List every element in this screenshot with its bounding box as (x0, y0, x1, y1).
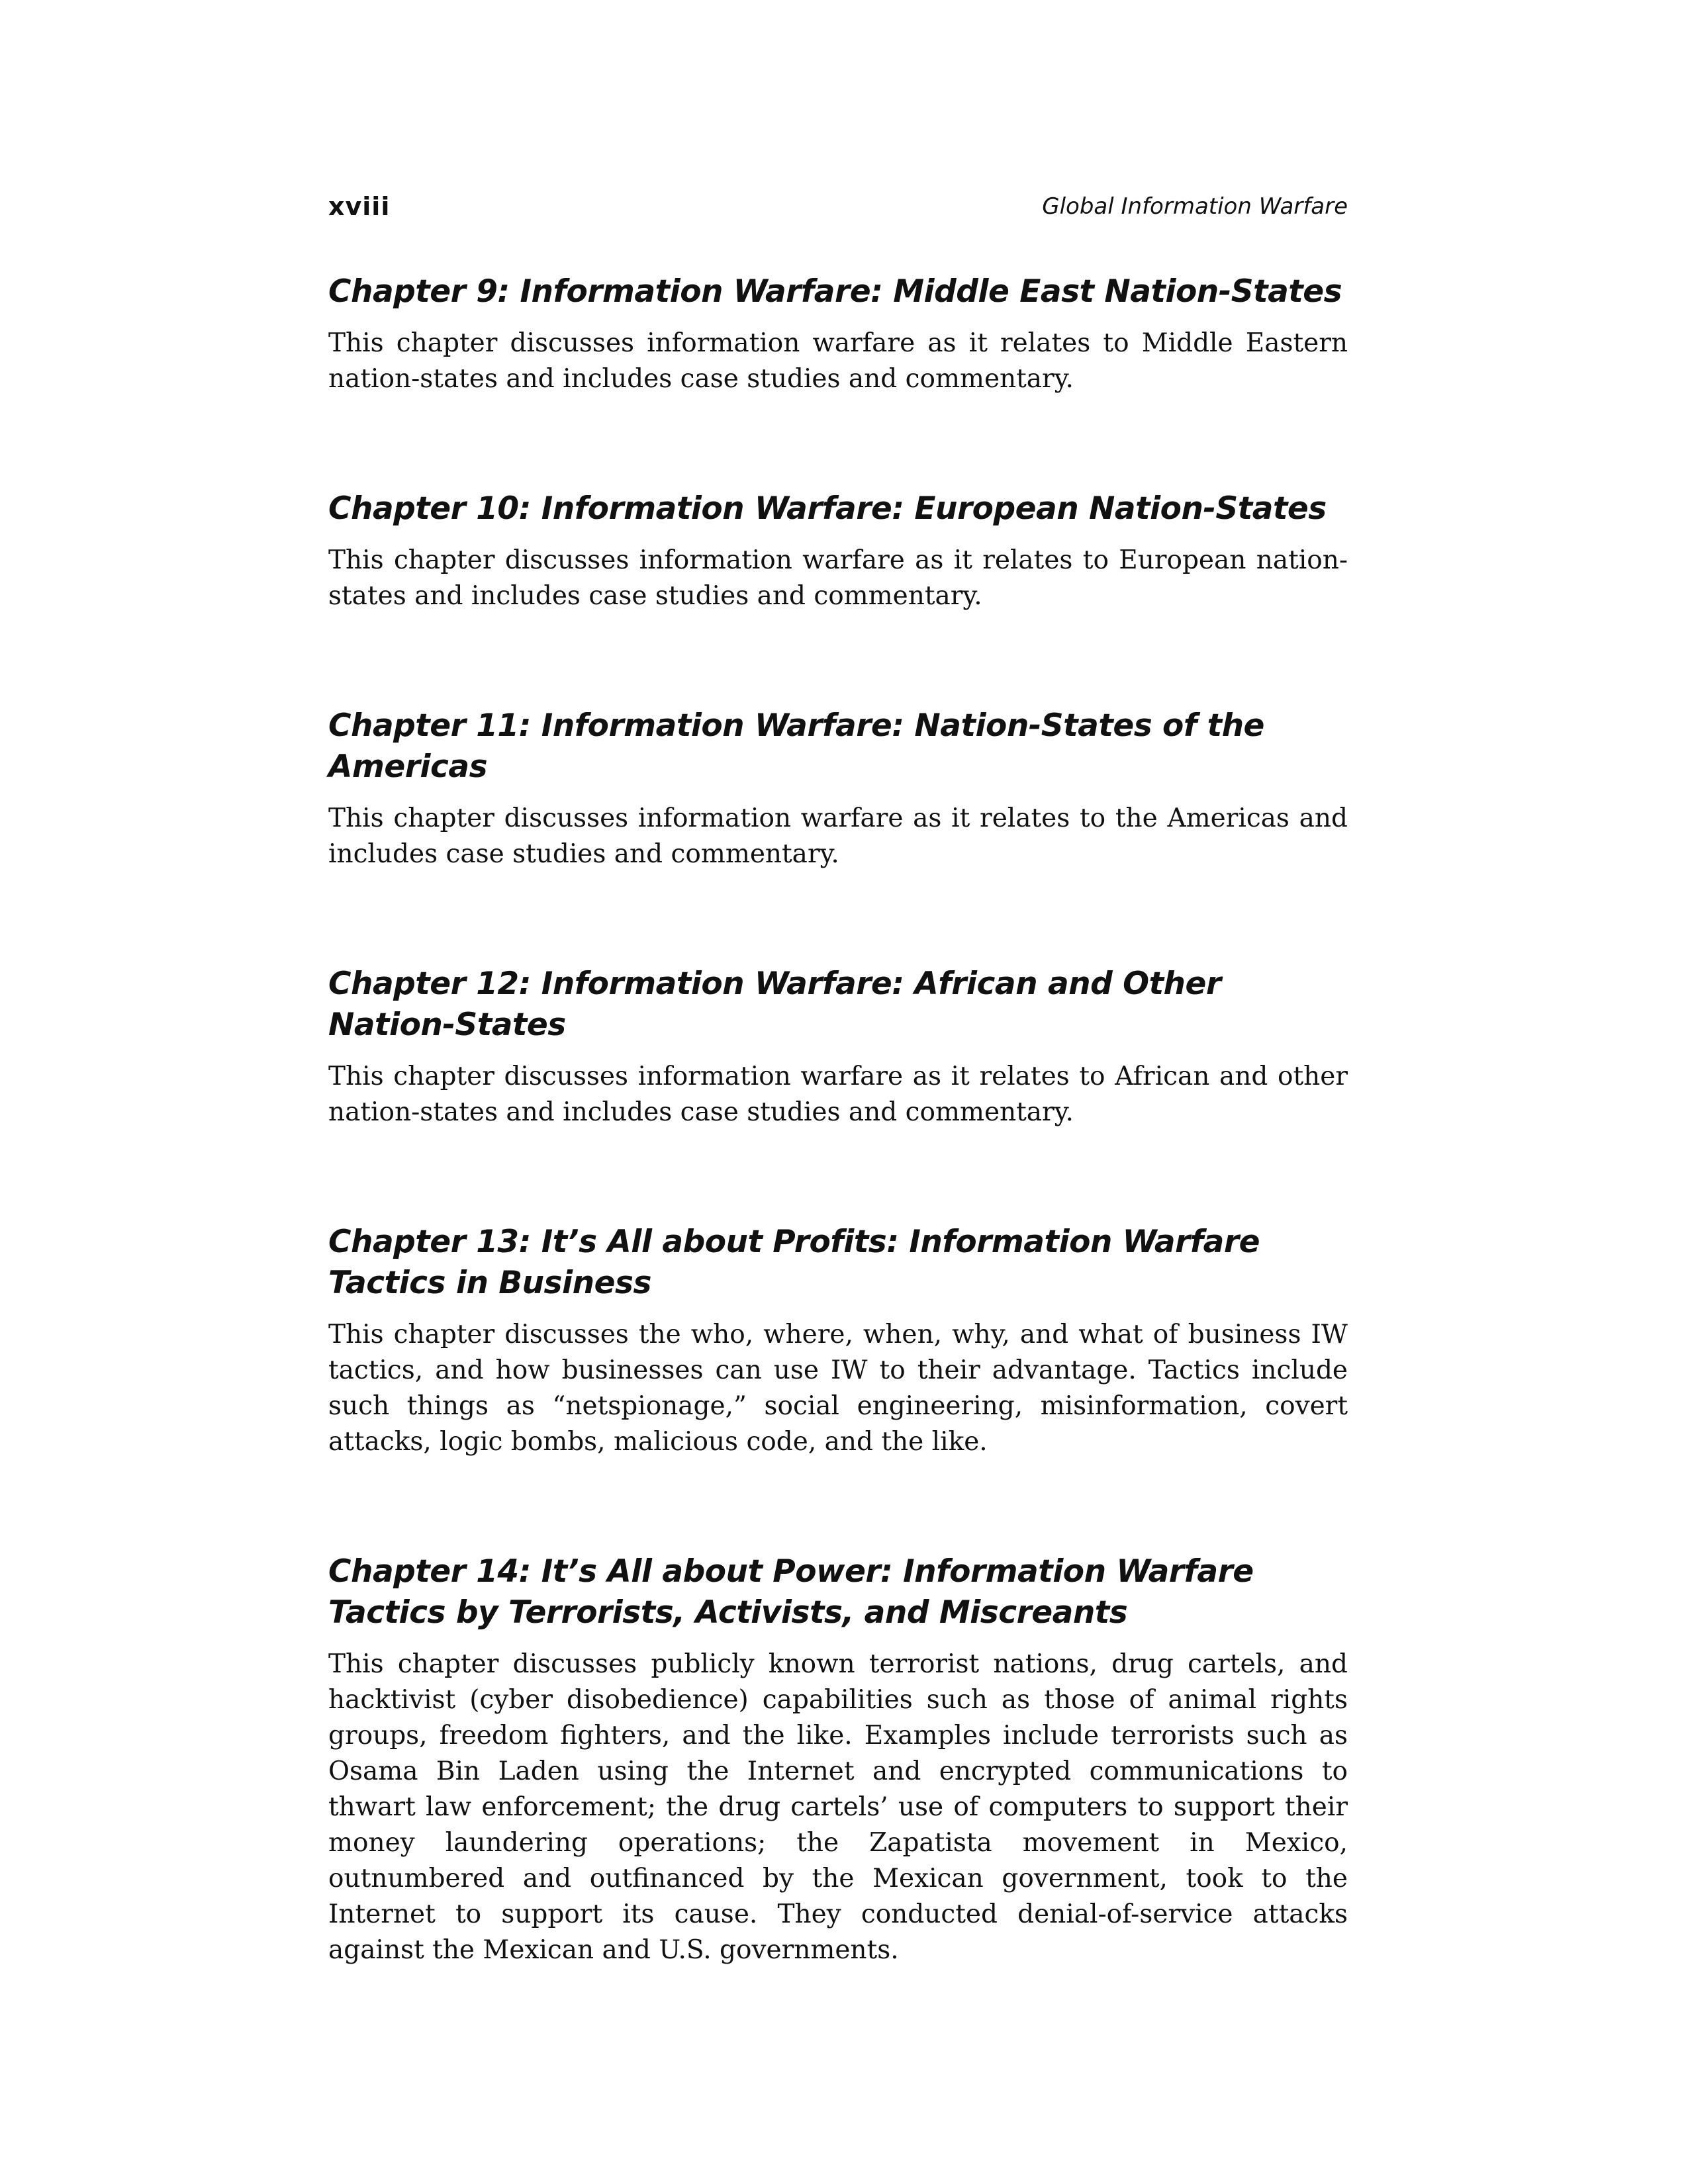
chapter-14-entry (328, 1551, 1348, 1968)
running-head (328, 192, 1348, 232)
chapter-12-entry (328, 964, 1348, 1130)
page-number: xviii (328, 192, 391, 221)
chapter-9-entry (328, 271, 1348, 397)
chapter-heading: Chapter 10: Information Warfare: European Nation-States (328, 490, 1327, 527)
chapter-11-entry (328, 705, 1348, 872)
chapter-summary: This chapter discusses information warfare as it relates to the Americas and includes case studies and commentary. (328, 803, 1348, 869)
chapter-summary: This chapter discusses information warfare as it relates to European nation-states and includes case studies and commentary. (328, 545, 1348, 611)
chapter-summary: This chapter discusses information warfare as it relates to Middle Eastern nation-states and includes case studies and commentary. (328, 328, 1348, 394)
chapter-heading: Chapter 13: It’s All about Profits: Information Warfare Tactics in Business (328, 1224, 1260, 1301)
chapter-summary: This chapter discusses information warfare as it relates to African and other nation-states and includes case studies and commentary. (328, 1062, 1348, 1127)
book-title: Global Information Warfare (1042, 193, 1348, 220)
book-page (328, 192, 1348, 2060)
chapter-heading: Chapter 14: It’s All about Power: Information Warfare Tactics by Terrorists, Activists, and Miscreants (328, 1553, 1254, 1631)
chapter-heading: Chapter 12: Information Warfare: African and Other Nation-States (328, 966, 1221, 1043)
chapter-heading: Chapter 11: Information Warfare: Nation-States of the Americas (328, 707, 1264, 785)
chapter-10-entry (328, 488, 1348, 614)
chapter-list (328, 271, 1348, 1968)
chapter-heading: Chapter 9: Information Warfare: Middle East Nation-States (328, 273, 1342, 310)
chapter-summary: This chapter discusses the who, where, when, why, and what of business IW tactics, and how businesses can use IW to their advantage. Tactics include such things as “netspionage,” social engineering, misinformation, covert attacks, logic bombs, malicious code, and the like. (328, 1320, 1348, 1457)
chapter-summary: This chapter discusses publicly known terrorist nations, drug cartels, and hacktivist (cyber disobedience) capabilities such as those of animal rights groups, freedom fighters, and the like. Examples include terrorists such as Osama Bin Laden using the Internet and encrypted communications to thwart law enforcement; the drug cartels’ use of computers to support their money laundering operations; the Zapatista movement in Mexico, outnumbered and outfinanced by the Mexican government, took to the Internet to support its cause. They conducted denial-of-service attacks against the Mexican and U.S. governments. (328, 1649, 1348, 1965)
chapter-13-entry (328, 1222, 1348, 1460)
